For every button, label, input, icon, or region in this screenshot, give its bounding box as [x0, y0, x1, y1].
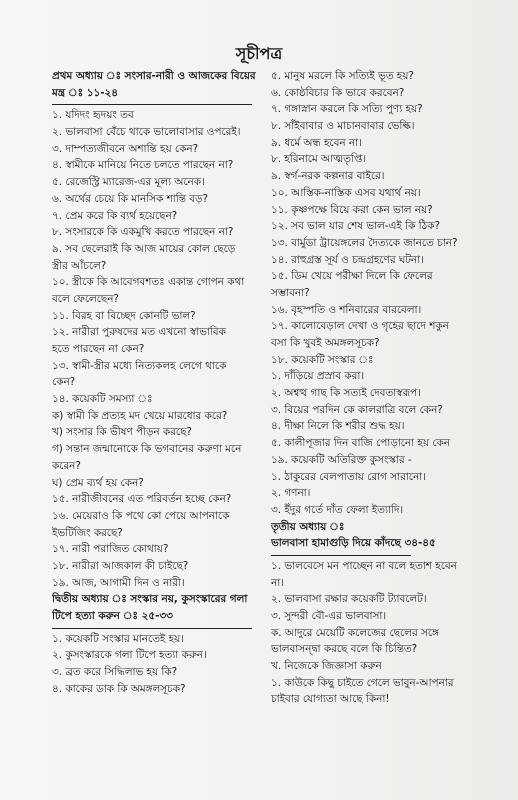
toc-entry: ৬. কোষ্ঠবিচার কি ভাবে করবেন?: [271, 86, 405, 99]
toc-entry: ৭. প্রেম করে কি ব্যর্থ হয়েছেন?: [52, 209, 178, 222]
toc-entry: ইভটিজিং করছে?: [52, 526, 123, 539]
toc-entry: ১৫. ডিম খেয়ে পরীক্ষা দিলে কি ফেলের: [271, 270, 433, 283]
toc-entry: ১. কয়েকটি সংস্কার মানতেই হয়।: [52, 632, 184, 645]
toc-entry: ঘ) প্রেম ব্যর্থ হয় কেন?: [52, 476, 144, 489]
chapter-heading: টিপে হত্যা করুন ঃ ২৫-৩৩: [52, 610, 173, 622]
toc-entry: খ. নিজেকে জিজ্ঞাসা করুন: [271, 660, 382, 673]
toc-entry: চাইবার যোগ্যতা আছে কিনা!: [271, 693, 390, 706]
chapter-heading: তৃতীয় অধ্যায় ঃ: [271, 520, 345, 533]
toc-entry: হতে পারছেন না কেন?: [52, 343, 145, 355]
toc-entry: ১৩. স্বামী-স্ত্রীর মধ্যে নিত্যকলহ লেগে থাকে: [52, 359, 227, 372]
toc-entry: ১৮. কয়েকটি সংস্কার ঃ: [271, 353, 374, 366]
toc-entry: ১৬. বৃহস্পতি ও শনিবারের বারবেলা।: [271, 303, 422, 316]
toc-entry: ৯. স্বর্গ-নরক কল্পনার বাইরে।: [271, 170, 385, 183]
toc-entry: ১৪. কয়েকটি সমস্যা ঃ: [52, 393, 153, 406]
toc-entry: ১২. সব ভাল যার শেষ ভাল-এই কি ঠিক?: [271, 220, 440, 233]
toc-entry: ১৩. বার্মুডা ট্রায়েঙ্গলের দৈত্যকে জানতে চান?: [271, 236, 458, 249]
toc-entry: ভালবাসন্দ্বা করছে বলে কি চিন্তিত?: [271, 643, 418, 656]
toc-entry: ক. আদুরে মেয়েটি কলেজের ছেলের সঙ্গে: [271, 626, 439, 639]
heading-underline: [52, 628, 252, 629]
toc-entry: ১৪. রাহুগ্রস্ত সূর্য ও চন্দ্রগ্রহণের ঘটনা।: [271, 253, 424, 266]
toc-entry: ১৭. কালোবেড়াল দেখা ও গৃহের ছাদে শকুন: [271, 320, 449, 333]
toc-entry: ৬. অর্থের চেয়ে কি মানসিক শান্তি বড়?: [52, 192, 208, 205]
toc-entry: ক) স্বামী কি প্রত্যহ মদ খেয়ে মারধোর করে?: [52, 409, 228, 422]
toc-entry: ৯. ধর্মে অন্ধ হবেন না।: [271, 136, 362, 149]
toc-entry: ১১. কৃষ্ণপক্ষে বিয়ে করা কেন ভাল নয়?: [271, 203, 433, 216]
toc-left-column: [52, 68, 264, 697]
toc-entry: গ) সন্তান জন্মানোকে কি ভগবানের করুণা মনে: [52, 443, 242, 456]
toc-entry: খ) সংসার কি ভীষণ পীড়ন করছে?: [52, 426, 192, 439]
toc-entry: ১. যদিদং হৃদয়ং তব: [52, 109, 134, 122]
toc-entry: ৫. মানুষ মরলে কি সত্যিই ভূত হয়?: [271, 70, 414, 82]
toc-entry: ১. দাঁড়িয়ে প্রস্রাব করা।: [271, 370, 365, 383]
toc-entry: বসা কি খুবই অমঙ্গলসূচক?: [271, 337, 380, 349]
toc-entry: ১৭. নারী পরাজিত কোথায়?: [52, 543, 169, 556]
toc-entry: ২. অশ্বত্থ গাছ কি সত্যই দেবতাস্বরূপ।: [271, 387, 421, 400]
chapter-heading: দ্বিতীয় অধ্যায় ঃ সংস্কার নয়, কুসংস্কারের গলা: [52, 593, 248, 606]
toc-entry: ২. ভালবাসা রক্ষার কয়েকটি ট্যাবলেট।: [271, 593, 427, 606]
toc-entry: ৩. বিয়ের পরদিন কে কালরাত্রি বলে কেন?: [271, 403, 443, 416]
toc-entry: ১৯. কয়েকটি অতিরিক্ত কুসংস্কার -: [271, 453, 412, 466]
toc-entry: ১. ঠাকুরের বেলপাতায় রোগ সারানো।: [271, 470, 426, 483]
toc-entry: ৫. কালীপূজার দিন বাজি পোড়ানো হয় কেন: [271, 437, 451, 450]
chapter-heading: মন্ত্র ঃ ১১-২৪: [52, 86, 119, 99]
toc-entry: ২. গণনা।: [271, 487, 311, 500]
toc-entry: ৫. রেজেস্ট্রি ম্যারেজ-এর মূল্য অনেক।: [52, 176, 205, 189]
toc-entry: করেন?: [52, 459, 81, 472]
toc-entry: ১১. বিরহ বা বিচ্ছেদ কোনটি ভাল?: [52, 309, 196, 322]
heading-underline: [271, 555, 411, 556]
toc-entry: ৩. ব্রত করে সিদ্ধিলাভ হয় কি?: [52, 666, 178, 679]
chapter-heading: ভালবাসা হামাগুড়ি দিয়ে কাঁদছে ৩৪-৪৫: [271, 537, 436, 550]
toc-entry: ২. কুসংস্কারকে গলা টিপে হত্যা করুন।: [52, 649, 207, 662]
toc-entry: ৮. হরিনামে আত্মতৃপ্তি।: [271, 153, 367, 166]
toc-entry: কেন?: [52, 376, 76, 389]
toc-entry: ২. ভালবাসা বেঁচে থাকে ভালোবাসার ওপরেই।: [52, 126, 241, 139]
toc-right-column: [271, 68, 487, 708]
toc-entry: ৪. স্বামীকে মানিয়ে নিতে চলতে পারছেন না?: [52, 159, 234, 172]
toc-entry: ৭. গঙ্গাস্নান করলে কি সত্যি পুণ্য হয়?: [271, 103, 423, 116]
toc-entry: না।: [271, 576, 284, 589]
toc-entry: ১২. নারীরা পুরুষদের মত এখনো স্বাভাবিক: [52, 326, 226, 339]
toc-entry: ১৬. মেয়েরাও কি পথে কো পেয়ে আপনাকে: [52, 509, 230, 522]
toc-entry: ৯. সব ছেলেরাই কি আজ মায়ের কোল ছেড়ে: [52, 242, 236, 255]
toc-entry: ১. কাউকে কিছু চাইতে গেলে ভাবুন-আপনার: [271, 676, 454, 689]
toc-entry: স্ত্রীর আঁচলে?: [52, 259, 107, 272]
toc-entry: ১৯. আজ, আগামী দিন ও নারী।: [52, 576, 185, 589]
toc-entry: ৩. সুন্দরী বৌ-এর ভালবাসা।: [271, 610, 387, 622]
toc-entry: ৩. ইঁদুর গর্তে দাঁত ফেলা ইত্যাদি।: [271, 503, 404, 516]
heading-underline: [52, 104, 252, 105]
toc-entry: ৮. সংসারকে কি একমুখি করতে পারছেন না?: [52, 226, 234, 239]
toc-entry: সম্ভাবনা?: [271, 286, 310, 299]
toc-entry: ৮. সাঁইবাবার ও মাচানবাবার ভেল্কি।: [271, 120, 415, 133]
toc-entry: ৩. দাম্পত্যজীবনে অশান্তি হয় কেন?: [52, 142, 199, 155]
page-title: সূচীপত্র: [235, 44, 283, 63]
toc-entry: ১৫. নারীজীবনের এত পরিবর্তন হচ্ছে কেন?: [52, 493, 232, 506]
chapter-heading: প্রথম অধ্যায় ঃ সংসার-নারী ও আজকের বিয়ের: [52, 70, 256, 82]
toc-entry: ১. ভালবেসে মন পাচ্ছেন না বলে হতাশ হবেন: [271, 559, 457, 572]
toc-entry: ৪. দীক্ষা নিলে কি শরীর শুদ্ধ হয়।: [271, 420, 405, 433]
toc-entry: ১৮. নারীরা আজকাল কী চাইছে?: [52, 559, 189, 572]
toc-entry: ১০. আস্তিক-নাস্তিক এসব যথার্থ নয়।: [271, 186, 421, 199]
toc-entry: ৪. কাকের ডাক কি অমঙ্গলসূচক?: [52, 682, 186, 695]
toc-entry: ১০. স্ত্রীকে কি আবেগবশতঃ একান্ত গোপন কথা: [52, 276, 245, 289]
toc-entry: বলে ফেলেছেন?: [52, 292, 119, 305]
